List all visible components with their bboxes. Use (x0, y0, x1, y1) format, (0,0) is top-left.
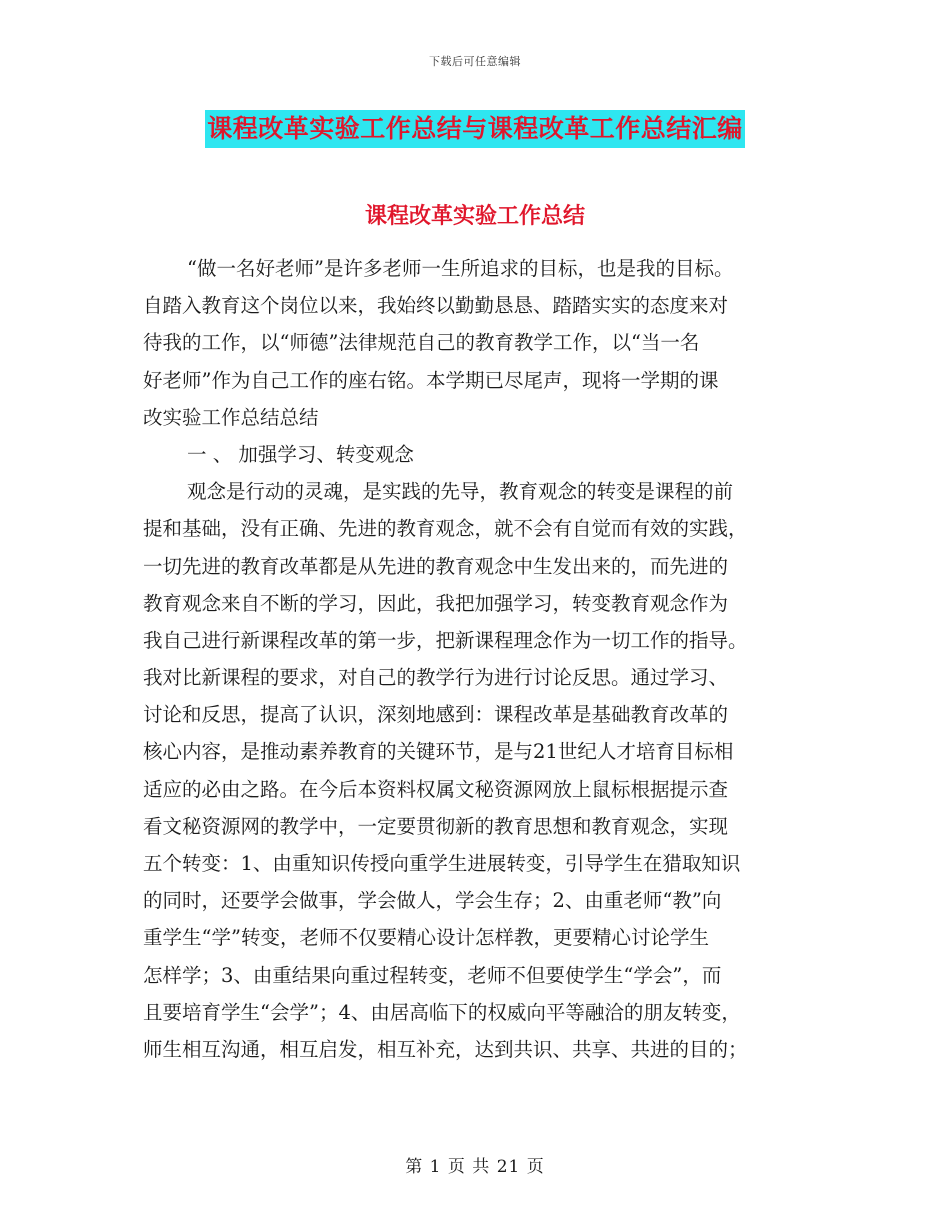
text-line: 改实验工作总结总结 (143, 405, 319, 429)
document-title-container (0, 110, 950, 148)
page-number: 第 1 页 共 21 页 (405, 1157, 545, 1177)
text-line: 我自己进行新课程改革的第一步，把新课程理念作为一切工作的指导。 (143, 628, 748, 652)
text-line: 提和基础，没有正确、先进的教育观念，就不会有自觉而有效的实践， (143, 517, 748, 541)
text-line: 一 、 加强学习、转变观念 (187, 442, 414, 466)
text-line: 自踏入教育这个岗位以来，我始终以勤勤恳恳、踏踏实实的态度来对 (143, 294, 729, 318)
text-line: 教育观念来自不断的学习，因此，我把加强学习，转变教育观念作为 (143, 591, 729, 615)
text-line: 核心内容，是推动素养教育的关键环节，是与21世纪人才培育目标相 (143, 740, 734, 764)
document-title: 课程改革实验工作总结与课程改革工作总结汇编 (205, 110, 745, 148)
text-line: 好老师”作为自己工作的座右铭。本学期已尽尾声，现将一学期的课 (143, 368, 719, 392)
text-line: 讨论和反思，提高了认识，深刻地感到：课程改革是基础教育改革的 (143, 703, 729, 727)
text-line: 师生相互沟通，相互启发，相互补充，达到共识、共享、共进的目的； (143, 1037, 748, 1061)
text-line: 重学生“学”转变，老师不仅要精心设计怎样教，更要精心讨论学生 (143, 926, 709, 950)
text-line: 怎样学；3、由重结果向重过程转变，老师不但要使学生“学会”，而 (143, 963, 722, 987)
body-text (143, 250, 823, 1068)
text-line: 观念是行动的灵魂，是实践的先导，教育观念的转变是课程的前 (187, 480, 734, 504)
page-header-note: 下载后可任意编辑 (429, 55, 521, 68)
text-line: 一切先进的教育改革都是从先进的教育观念中生发出来的，而先进的 (143, 554, 729, 578)
text-line: 我对比新课程的要求，对自己的教学行为进行讨论反思。通过学习、 (143, 666, 729, 690)
section-title: 课程改革实验工作总结 (364, 204, 585, 229)
text-line: 看文秘资源网的教学中，一定要贯彻新的教育思想和教育观念，实现 (143, 814, 729, 838)
text-line: 适应的必由之路。在今后本资料权属文秘资源网放上鼠标根据提示查 (143, 777, 729, 801)
text-line: “做一名好老师”是许多老师一生所追求的目标，也是我的目标。 (187, 257, 734, 280)
text-line: 五个转变：1、由重知识传授向重学生进展转变，引导学生在猎取知识 (143, 852, 741, 875)
text-line: 且要培育学生“会学”；4、由居高临下的权威向平等融洽的朋友转变， (143, 1000, 741, 1024)
text-line: 的同时，还要学会做事，学会做人，学会生存；2、由重老师“教”向 (143, 889, 722, 913)
text-line: 待我的工作，以“师德”法律规范自己的教育教学工作，以“当一名 (143, 331, 700, 355)
